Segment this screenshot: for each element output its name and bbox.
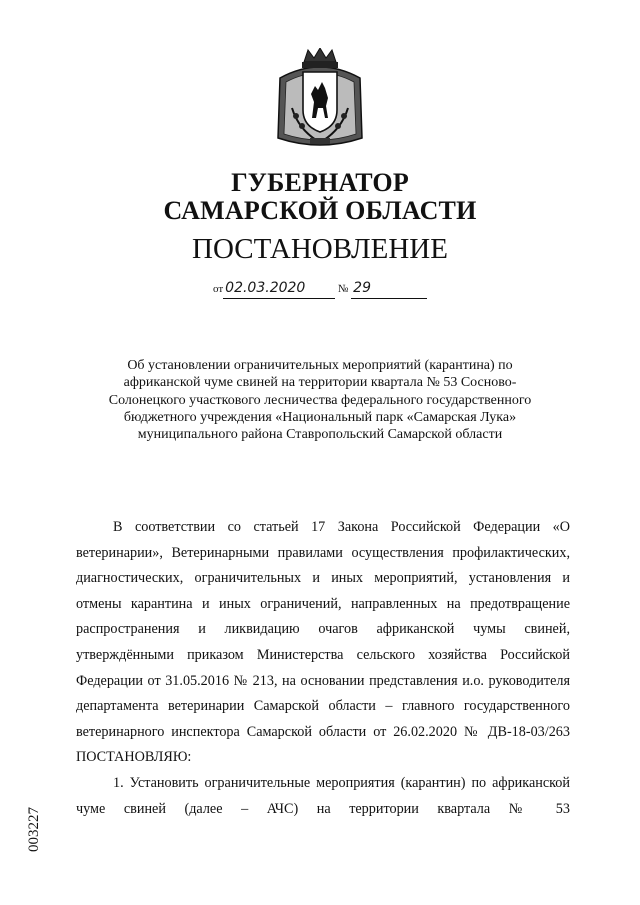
- coat-of-arms-emblem: [270, 48, 370, 153]
- date-number-line: [213, 278, 427, 298]
- resolve-statement: ПОСТАНОВЛЯЮ:: [76, 749, 192, 766]
- document-subject: Об установлении ограничительных мероприятий (карантина) по африканской чуме свиней на территории квартала № 53 Сосново-Солонецкого участкового лесничества федерального государственного бюджетного учреждения «Национальный парк «Самарская Лука» муниципального района Ставропольский Самарской области: [108, 358, 532, 443]
- issuing-authority-title: ГУБЕРНАТОР: [231, 168, 409, 197]
- preamble-paragraph: В соответствии со статьей 17 Закона Российской Федерации «О ветеринарии», Ветеринарными правилами осуществления профилактических, диагностических, ограничительных и иных мероприятий, установления и отмены карантина и иных ограничений, направленных на предотвращение распространения и ликвидацию очагов африканской чумы свиней, утверждёнными приказом Министерства сельского хозяйства Российской Федерации от 31.05.2016 № 213, на основании представления и.о. руководителя департамента ветеринарии Самарской области – главного государственного ветеринарного инспектора Самарской области от 26.02.2020 № ДВ-18-03/263: [76, 519, 570, 740]
- date-label: от: [213, 283, 224, 295]
- item-1-paragraph: 1. Установить ограничительные мероприятия (карантин) по африканской чуме свиней (далее – АЧС) на территории квартала № 53: [76, 774, 570, 817]
- document-type-title: ПОСТАНОВЛЕНИЕ: [192, 233, 448, 265]
- number-label: №: [337, 283, 349, 295]
- margin-registration-number: 003227: [26, 807, 42, 852]
- issuing-authority-region: САМАРСКОЙ ОБЛАСТИ: [163, 196, 477, 225]
- document-body: [76, 515, 570, 822]
- handwritten-number: 29: [351, 278, 427, 299]
- handwritten-date: 02.03.2020: [223, 278, 335, 299]
